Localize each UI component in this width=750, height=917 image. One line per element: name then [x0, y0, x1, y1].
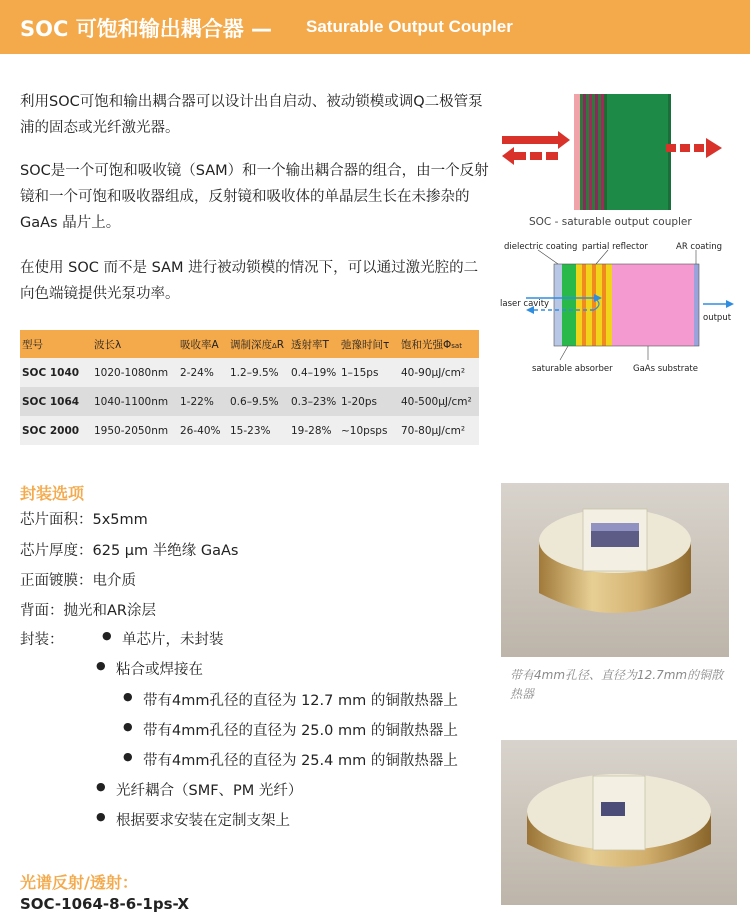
cell-model: SOC 2000 [20, 416, 92, 445]
cell-modulation: 1.2–9.5% [228, 358, 289, 387]
col-relaxation: 弛豫时间τ [339, 330, 399, 358]
table-row [20, 387, 479, 416]
cell-transmission: 0.3–23% [289, 387, 339, 416]
table-header-row [20, 330, 479, 358]
cell-wavelength: 1020-1080nm [92, 358, 178, 387]
package-sub-option-25-4: ● 带有4mm孔径的直径为 25.4 mm 的铜散热器上 [143, 749, 458, 770]
col-absorption: 吸收率A [178, 330, 228, 358]
package-option-bare-chip: ● 单芯片，未封装 [122, 628, 224, 649]
cell-saturation: 40-90μJ/cm² [399, 358, 479, 387]
spec-chip-area: 芯片面积：5x5mm [20, 512, 148, 528]
cell-saturation: 40-500μJ/cm² [399, 387, 479, 416]
cell-model: SOC 1040 [20, 358, 92, 387]
col-saturation-sub: sat [451, 341, 462, 350]
cell-saturation: 70-80μJ/cm² [399, 416, 479, 445]
page-header [0, 0, 750, 54]
cell-relaxation: 1-20ps [339, 387, 399, 416]
cell-wavelength: 1040-1100nm [92, 387, 178, 416]
cell-absorption: 1-22% [178, 387, 228, 416]
cell-transmission: 19-28% [289, 416, 339, 445]
cell-wavelength: 1950-2050nm [92, 416, 178, 445]
page-title: SOC 可饱和输出耦合器 — [20, 17, 273, 41]
cell-modulation: 15-23% [228, 416, 289, 445]
output-arrow-icon [666, 138, 722, 158]
diagram-caption: SOC - saturable output coupler [529, 216, 692, 228]
cell-relaxation: ~10psps [339, 416, 399, 445]
spec-table [20, 330, 479, 445]
spec-chip-thickness: 芯片厚度：625 μm 半绝缘 GaAs [20, 543, 239, 559]
col-saturation-fluence [399, 330, 479, 358]
table-row [20, 358, 479, 387]
cell-absorption: 2-24% [178, 358, 228, 387]
col-model: 型号 [20, 330, 92, 358]
spec-front-coating: 正面镀膜：电介质 [20, 573, 136, 589]
page-title-english: Saturable Output Coupler [306, 17, 513, 36]
package-option-bonded: ● 粘合或焊接在 [116, 658, 203, 679]
col-saturation-label: 饱和光强Φ [401, 338, 452, 351]
packaging-title: 封装选项 [20, 484, 85, 503]
cell-model: SOC 1064 [20, 387, 92, 416]
col-modulation-depth [228, 330, 289, 358]
col-modulation-depth-r: R [276, 338, 285, 351]
col-modulation-depth-label: 调制深度 [230, 338, 272, 351]
cell-absorption: 26-40% [178, 416, 228, 445]
model-number: SOC-1064-8-6-1ps-X [20, 895, 190, 913]
package-sub-option-25-0: ● 带有4mm孔径的直径为 25.0 mm 的铜散热器上 [143, 719, 458, 740]
cell-modulation: 0.6–9.5% [228, 387, 289, 416]
label-output: output [703, 313, 732, 323]
label-laser-cavity: laser cavity [500, 299, 550, 309]
col-modulation-depth-sub: Δ [272, 341, 277, 350]
label-partial-reflector: partial reflector [582, 242, 648, 252]
table-row [20, 416, 479, 445]
heatsink-photo-1 [501, 483, 729, 657]
output-beam-arrow-icon [703, 300, 734, 308]
spec-back-side: 背面：抛光和AR涂层 [20, 603, 156, 619]
label-gaas-substrate: GaAs substrate [633, 364, 698, 374]
package-option-fiber: ● 光纤耦合（SMF、PM 光纤） [116, 779, 302, 800]
label-ar-coating: AR coating [676, 242, 722, 252]
incoming-arrow-icon [502, 131, 570, 149]
label-saturable-absorber: saturable absorber [532, 364, 613, 374]
photo-caption: 带有4mm孔径、直径为12.7mm的铜散热器 [510, 668, 724, 701]
heatsink-photo-2 [501, 740, 737, 905]
package-sub-option-12-7: ● 带有4mm孔径的直径为 12.7 mm 的铜散热器上 [143, 689, 458, 710]
intro-paragraph-3: 在使用 SOC 而不是 SAM 进行被动锁模的情况下，可以通过激光腔的二向色端镜提供光泵功率。 [20, 260, 479, 302]
reflected-arrow-icon [502, 147, 558, 165]
spectrum-title: 光谱反射/透射： [20, 873, 138, 892]
cell-transmission: 0.4–19% [289, 358, 339, 387]
cell-relaxation: 1–15ps [339, 358, 399, 387]
soc-layer-diagram [498, 88, 738, 218]
spec-package-label: 封装： [20, 632, 64, 648]
intro-paragraph-1: 利用SOC可饱和输出耦合器可以设计出自启动、被动锁模或调Q二极管泵浦的固态或光纤激光器。 [20, 94, 483, 136]
col-wavelength: 波长λ [92, 330, 178, 358]
package-option-custom-mount: ● 根据要求安装在定制支架上 [116, 809, 290, 830]
col-transmission: 透射率T [289, 330, 339, 358]
intro-paragraph-2: SOC是一个可饱和吸收镜（SAM）和一个输出耦合器的组合，由一个反射镜和一个可饱和吸收器组成，反射镜和吸收体的单晶层生长在未掺杂的 GaAs 晶片上。 [20, 163, 489, 231]
label-dielectric-coating: dielectric coating [504, 242, 578, 252]
